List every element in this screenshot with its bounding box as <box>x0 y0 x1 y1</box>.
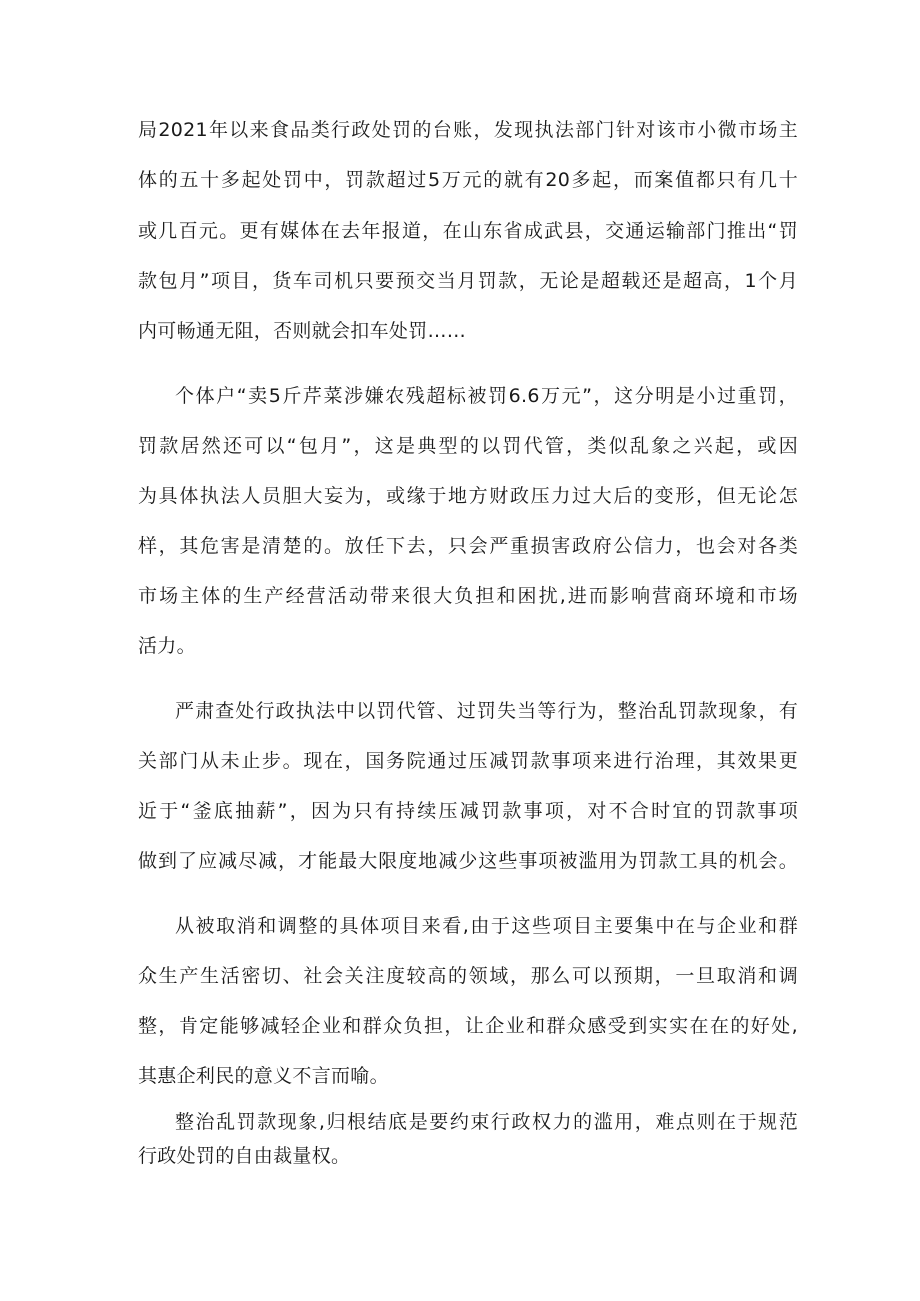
paragraph-line: 众生产生活密切、社会关注度较高的领域，那么可以预期，一旦取消和调 <box>138 965 798 987</box>
paragraph-line: 做到了应减尽减，才能最大限度地减少这些事项被滥用为罚款工具的机会。 <box>138 850 798 872</box>
paragraph-line: 关部门从未止步。现在，国务院通过压减罚款事项来进行治理，其效果更 <box>138 750 798 772</box>
paragraph-line: 体的五十多起处罚中，罚款超过5万元的就有20多起，而案值都只有几十 <box>138 169 798 191</box>
paragraph-line: 样，其危害是清楚的。放任下去，只会严重损害政府公信力，也会对各类 <box>138 535 798 557</box>
paragraph-line: 个体户“卖5斤芹菜涉嫌农残超标被罚6.6万元”，这分明是小过重罚， <box>175 385 798 407</box>
paragraph-line: 活力。 <box>138 635 196 657</box>
paragraph-line: 市场主体的生产经营活动带来很大负担和困扰,进而影响营商环境和市场 <box>138 585 798 607</box>
paragraph-line: 罚款居然还可以“包月”，这是典型的以罚代管，类似乱象之兴起，或因 <box>138 435 798 457</box>
paragraph-line: 整治乱罚款现象,归根结底是要约束行政权力的滥用，难点则在于规范 <box>175 1111 798 1133</box>
paragraph-line: 款包月”项目，货车司机只要预交当月罚款，无论是超载还是超高，1个月 <box>138 270 798 292</box>
paragraph-line: 为具体执法人员胆大妄为，或缘于地方财政压力过大后的变形，但无论怎 <box>138 485 798 507</box>
paragraph-line: 或几百元。更有媒体在去年报道，在山东省成武县，交通运输部门推出“罚 <box>138 220 798 242</box>
paragraph-line: 从被取消和调整的具体项目来看,由于这些项目主要集中在与企业和群 <box>175 915 798 937</box>
paragraph-line: 内可畅通无阻，否则就会扣车处罚…… <box>138 320 467 342</box>
paragraph-line: 严肃查处行政执法中以罚代管、过罚失当等行为，整治乱罚款现象，有 <box>175 700 798 722</box>
paragraph-line: 近于“釜底抽薪”，因为只有持续压减罚款事项，对不合时宜的罚款事项 <box>138 800 798 822</box>
paragraph-line: 行政处罚的自由裁量权。 <box>138 1145 351 1167</box>
paragraph-line: 整，肯定能够减轻企业和群众负担，让企业和群众感受到实实在在的好处, <box>138 1015 798 1037</box>
paragraph-line: 其惠企利民的意义不言而喻。 <box>138 1065 389 1087</box>
paragraph-line: 局2021年以来食品类行政处罚的台账，发现执法部门针对该市小微市场主 <box>138 119 798 141</box>
